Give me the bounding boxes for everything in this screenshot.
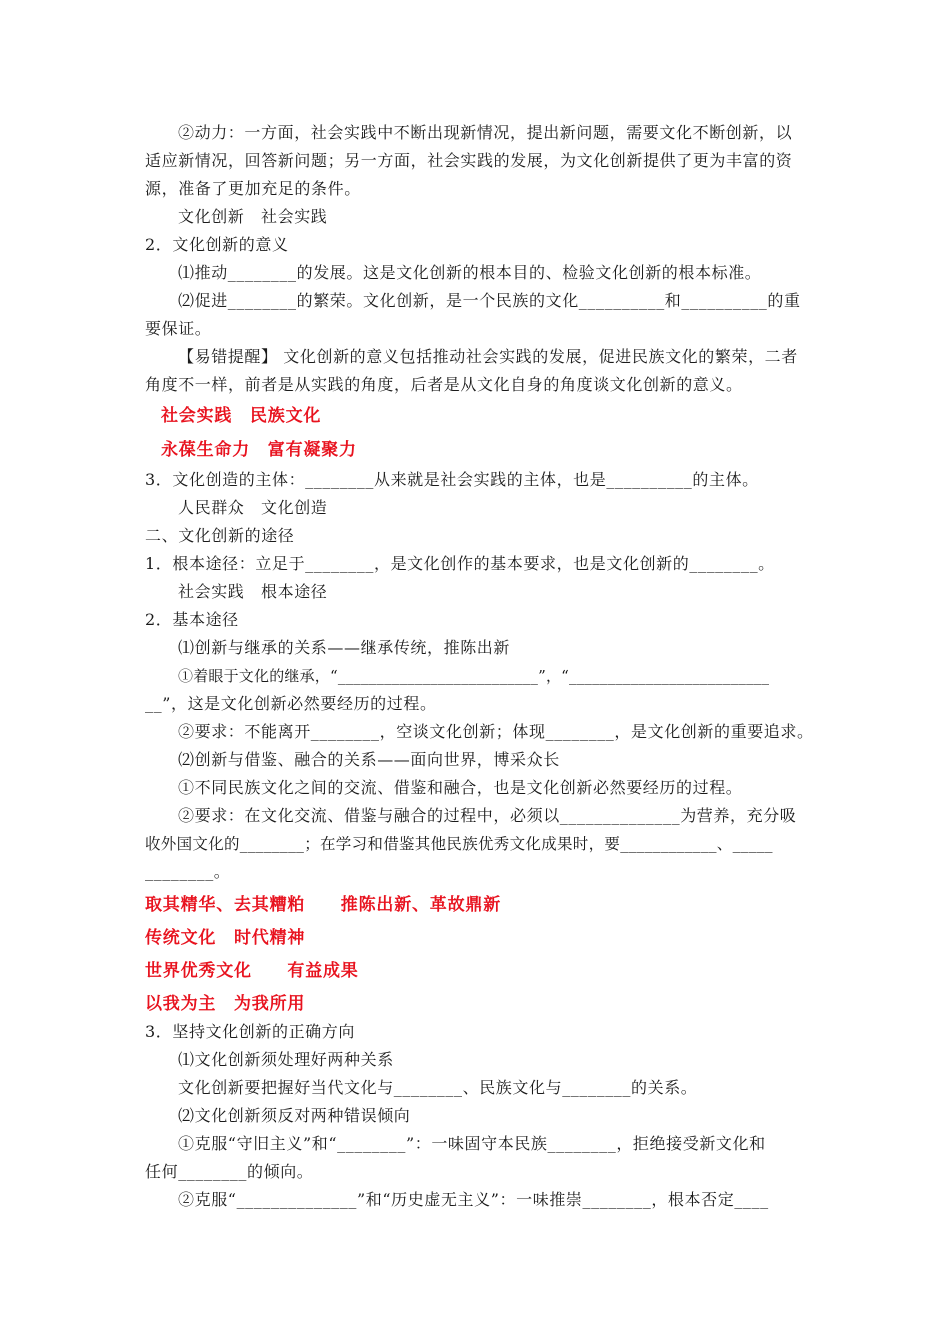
answer-line: 社会实践 民族文化 <box>161 406 322 426</box>
text-line: 1．根本途径：立足于________，是文化创作的基本要求，也是文化创新的________。 <box>145 554 775 573</box>
text-line: ②要求：在文化交流、借鉴与融合的过程中，必须以______________为营养，充分吸 <box>178 806 797 825</box>
text-line: ②要求：不能离开________，空谈文化创新；体现________，是文化创新的重要追求。 <box>178 722 814 741</box>
text-line: ⑴创新与继承的关系——继承传统，推陈出新 <box>178 638 511 657</box>
text-line: 人民群众 文化创造 <box>178 498 328 517</box>
text-line: ①不同民族文化之间的交流、借鉴和融合，也是文化创新必然要经历的过程。 <box>178 778 743 797</box>
section-heading: 二、文化创新的途径 <box>145 526 295 545</box>
section-heading: 3．文化创造的主体：________从来就是社会实践的主体，也是__________的主体。 <box>145 470 759 489</box>
section-heading: 3．坚持文化创新的正确方向 <box>145 1022 355 1041</box>
text-line: ⑵文化创新须反对两种错误倾向 <box>178 1106 411 1125</box>
answer-line: 以我为主 为我所用 <box>145 994 306 1014</box>
answer-line: 世界优秀文化 有益成果 <box>145 961 359 981</box>
text-line: 任何________的倾向。 <box>145 1162 314 1181</box>
text-line: 适应新情况，回答新问题；另一方面，社会实践的发展，为文化创新提供了更为丰富的资 <box>145 151 793 170</box>
error-tip: 【易错提醒】 文化创新的意义包括推动社会实践的发展，促进民族文化的繁荣，二者 <box>178 347 798 366</box>
text-line: ⑴推动________的发展。这是文化创新的根本目的、检验文化创新的根本标准。 <box>178 263 762 282</box>
text-line: ②克服“______________”和“历史虚无主义”：一味推崇________，根本否定____ <box>178 1190 769 1209</box>
text-line: 角度不一样，前者是从实践的角度，后者是从文化自身的角度谈文化创新的意义。 <box>145 375 743 394</box>
answer-line: 永葆生命力 富有凝聚力 <box>161 440 357 460</box>
text-line: 源，准备了更加充足的条件。 <box>145 179 361 198</box>
text-line: __”，这是文化创新必然要经历的过程。 <box>145 694 437 713</box>
section-heading: 2．文化创新的意义 <box>145 235 289 254</box>
answer-line: 传统文化 时代精神 <box>145 928 306 948</box>
text-line: 社会实践 根本途径 <box>178 582 328 601</box>
text-line: 要保证。 <box>145 319 212 338</box>
text-line: ⑴文化创新须处理好两种关系 <box>178 1050 394 1069</box>
answer-line: 取其精华、去其糟粕 推陈出新、革故鼎新 <box>145 895 501 915</box>
text-line: 文化创新要把握好当代文化与________、民族文化与________的关系。 <box>178 1078 698 1097</box>
text-line: ⑵促进________的繁荣。文化创新，是一个民族的文化__________和__________的重 <box>178 291 801 310</box>
text-line: ①克服“守旧主义”和“________”：一味固守本民族________，拒绝接受新文化和 <box>178 1134 766 1153</box>
section-heading: 2．基本途径 <box>145 610 239 629</box>
text-line: ⑵创新与借鉴、融合的关系——面向世界，博采众长 <box>178 750 560 769</box>
text-line: 文化创新 社会实践 <box>178 207 328 226</box>
text-line: 收外国文化的________；在学习和借鉴其他民族优秀文化成果时，要____________、_____ <box>145 835 773 853</box>
text-line: ________。 <box>145 862 231 881</box>
text-line: ①着眼于文化的继承，“__________________________”，“__________________________ <box>178 667 770 685</box>
text-line: ②动力：一方面，社会实践中不断出现新情况，提出新问题，需要文化不断创新，以 <box>178 123 793 142</box>
